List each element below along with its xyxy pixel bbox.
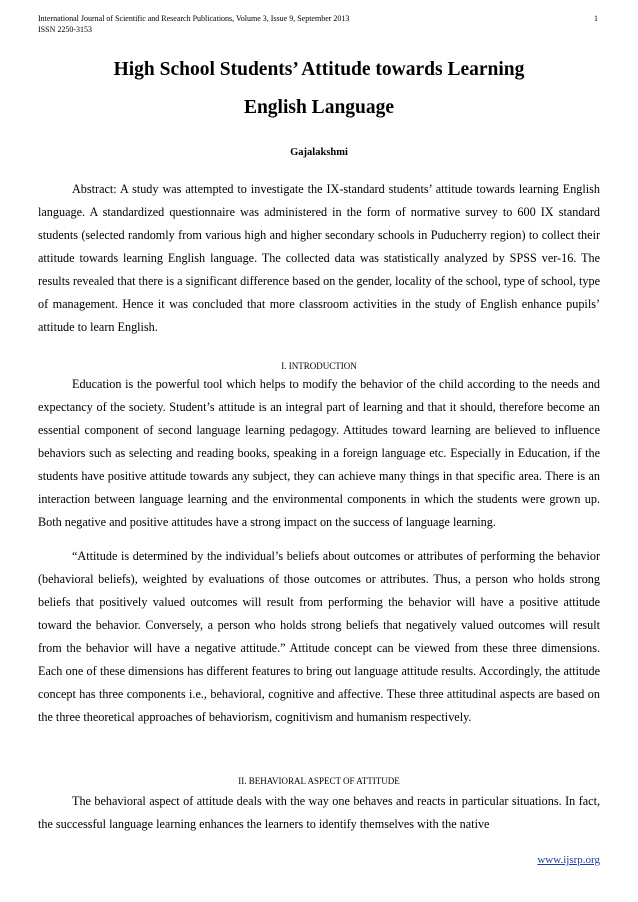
page-number: 1 bbox=[594, 14, 598, 23]
abstract-paragraph: Abstract: A study was attempted to investigate the IX-standard students’ attitude towards learning English language. A standardized questionnaire was administered in the form of normative survey to 600 IX standard students (selected randomly from various high and higher secondary schools in Puducherry region) to collect their attitude towards learning English language. The collected data was statistically analyzed by SPSS ver-16. The results revealed that there is a significant difference based on the gender, locality of the school, type of school, type of management. Hence it was concluded that more classroom activities in the study of English enhance pupils’ attitude to learn English. bbox=[38, 182, 601, 334]
section-heading-behavioral-aspect: II. BEHAVIORAL ASPECT OF ATTITUDE bbox=[238, 776, 400, 786]
journal-citation: International Journal of Scientific and Research Publications, Volume 3, Issue 9, September 2013 bbox=[38, 14, 350, 23]
section-body-behavioral-aspect bbox=[38, 790, 600, 836]
issn: ISSN 2250-3153 bbox=[38, 25, 93, 34]
author-name: Gajalakshmi bbox=[290, 147, 348, 158]
paper-title-line-2: English Language bbox=[243, 97, 395, 118]
abstract bbox=[38, 178, 600, 339]
section-heading-introduction: I. INTRODUCTION bbox=[281, 361, 357, 371]
paragraph: “Attitude is determined by the individual’s beliefs about outcomes or attributes of performing the behavior (behavioral beliefs), weighted by evaluations of those outcomes or attributes. Thus, a person who holds strong beliefs that positively valued outcomes will result from performing the behavior will have a positive attitude toward the behavior. Conversely, a person who holds strong beliefs that negatively valued outcomes will result from the behavior will have a negative attitude.” Attitude concept can be viewed from these three dimensions. Each one of these dimensions has different features to bring out language attitude results. Accordingly, the attitude concept has three components i.e., behavioral, cognitive and affective. These three attitudinal aspects are based on the three theoretical approaches of behaviorism, cognitivism and humanism respectively. bbox=[38, 549, 601, 724]
paragraph: The behavioral aspect of attitude deals with the way one behaves and reacts in particular situations. In fact, the successful language learning enhances the learners to identify themselves with the native bbox=[38, 794, 601, 831]
running-header bbox=[38, 13, 598, 35]
paragraph: Education is the powerful tool which helps to modify the behavior of the child according to the needs and expectancy of the society. Student’s attitude is an integral part of learning and that it should, therefore become an essential component of second language learning pedagogy. Attitudes toward learning are believed to influence behaviors such as selecting and reading books, speaking in a foreign language etc. Especially in Education, if the students have positive attitude towards any subject, they can achieve many things in that specific area. There is an interaction between language learning and the environmental components in which the students were grown up. Both negative and positive attitudes have a strong impact on the success of language learning. bbox=[38, 377, 601, 529]
section-body-introduction bbox=[38, 373, 600, 729]
paper-title-line-1: High School Students’ Attitude towards Learning bbox=[113, 59, 525, 80]
journal-website-link[interactable]: www.ijsrp.org bbox=[537, 854, 600, 866]
